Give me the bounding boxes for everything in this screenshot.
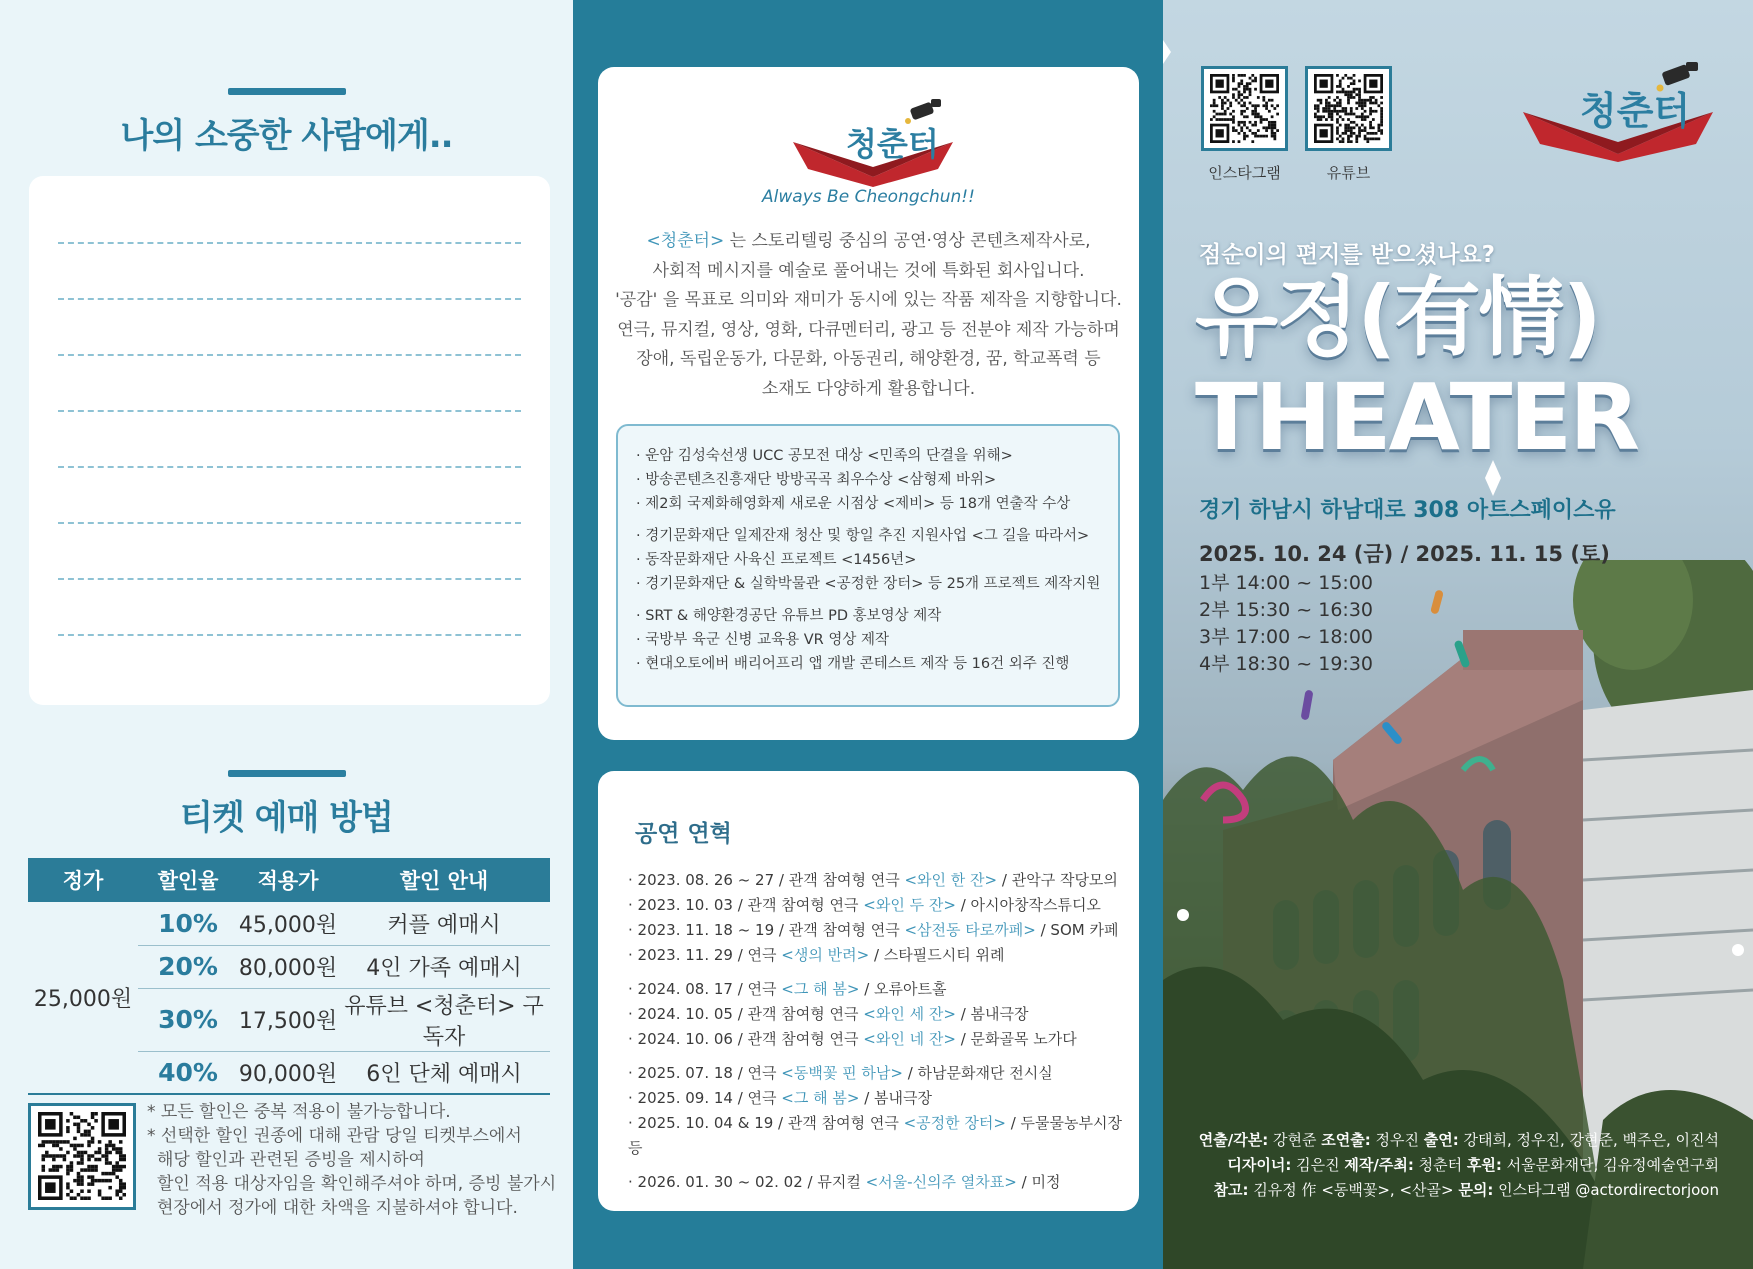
applied-price: 17,500원: [238, 988, 338, 1051]
note-line: * 선택한 할인 권종에 대해 관람 당일 티켓부스에서: [147, 1126, 522, 1146]
history-list: [628, 868, 1128, 1195]
table-header: 적용가: [238, 858, 338, 902]
discount-guide: 유튜브 <청춘터> 구독자: [338, 988, 550, 1051]
company-name: <청춘터>: [646, 231, 725, 251]
history-item: · 2023. 11. 18 ~ 19 / 관객 참여형 연극 <삼전동 타로까페> / SOM 카페: [628, 921, 1119, 939]
history-card: [598, 771, 1139, 1211]
list-price: 25,000원: [28, 902, 138, 1094]
qr-code-icon: [37, 1112, 127, 1200]
intro-line: 연극, 뮤지컬, 영상, 영화, 다큐멘터리, 광고 등 전분야 제작 가능하며: [617, 319, 1120, 340]
awards-box: [616, 424, 1120, 707]
award-item: · 경기문화재단 일제잔재 청산 및 항일 추진 지원사업 <그 길을 따라서>: [636, 528, 1090, 544]
credit-line: 연출/각본: 강현준 조연출: 정우진 출연: 강태희, 정우진, 강현준, 백주은, 이진석: [1198, 1131, 1719, 1149]
history-group: [628, 977, 1128, 1052]
left-panel: [0, 0, 573, 1269]
award-group: [636, 444, 1118, 516]
discount-rate: 30%: [138, 988, 238, 1051]
session-times: [1199, 570, 1373, 678]
subtitle-question: 점순이의 편지를 받으셨나요?: [1199, 242, 1495, 268]
intro-line: [598, 227, 1139, 257]
table-row: [28, 902, 550, 945]
qr-code-icon: [1313, 74, 1384, 143]
letter-line: [58, 242, 521, 244]
credit-line: 참고: 김유정 作 <동백꽃>, <산골> 문의: 인스타그램 @actordirectorjoon: [1213, 1181, 1719, 1199]
discount-guide: 6인 단체 예매시: [338, 1051, 550, 1094]
credits: [1173, 1128, 1719, 1203]
title-bar-decoration: [228, 88, 346, 95]
history-item: · 2023. 11. 29 / 연극 <생의 반려> / 스타필드시티 위례: [628, 946, 1005, 964]
logo-text: 청춘터: [846, 125, 939, 163]
history-item: · 2024. 10. 06 / 관객 참여형 연극 <와인 네 잔> / 문화골목 노가다: [628, 1030, 1077, 1048]
history-item: · 2026. 01. 30 ~ 02. 02 / 뮤지컬 <서울-신의주 열차표> / 미정: [628, 1173, 1061, 1191]
note-line: 할인 적용 대상자임을 확인해주셔야 하며, 증빙 불가시: [157, 1174, 557, 1194]
applied-price: 90,000원: [238, 1051, 338, 1094]
letter-title: 나의 소중한 사람에게..: [120, 116, 453, 156]
qr-code-icon: [1209, 74, 1280, 143]
history-group: [628, 1170, 1128, 1195]
applied-price: 80,000원: [238, 945, 338, 988]
history-item: · 2025. 09. 14 / 연극 <그 해 봄> / 봄내극장: [628, 1089, 933, 1107]
discount-guide: 커플 예매시: [338, 902, 550, 945]
performance-dates: 2025. 10. 24 (금) / 2025. 11. 15 (토): [1199, 542, 1610, 566]
qr-label-instagram: 인스타그램: [1208, 164, 1281, 182]
company-intro: [598, 227, 1139, 404]
history-item: · 2023. 08. 26 ~ 27 / 관객 참여형 연극 <와인 한 잔> / 관악구 작당모의: [628, 871, 1118, 889]
intro-line: 소재도 다양하게 활용합니다.: [761, 378, 976, 399]
middle-panel: [573, 0, 1163, 1269]
instagram-qr-code[interactable]: [1201, 66, 1288, 151]
history-item: · 2023. 10. 03 / 관객 참여형 연극 <와인 두 잔> / 아시아창작스튜디오: [628, 896, 1101, 914]
letter-line: [58, 466, 521, 468]
table-header: 정가: [28, 858, 138, 902]
letter-line: [58, 410, 521, 412]
history-item: · 2025. 10. 04 & 19 / 관객 참여형 연극 <공정한 장터> / 두물물농부시장 등: [628, 1114, 1122, 1157]
letter-line: [58, 354, 521, 356]
award-item: · 운암 김성숙선생 UCC 공모전 대상 <민족의 단결을 위해>: [636, 448, 1013, 464]
ticket-qr-code[interactable]: [28, 1103, 136, 1210]
logo-text: 청춘터: [1580, 89, 1691, 133]
history-group: [628, 868, 1128, 968]
intro-line: 사회적 메시지를 예술로 풀어내는 것에 특화된 회사입니다.: [652, 260, 1085, 281]
table-header: 할인율: [138, 858, 238, 902]
qr-label-youtube: 유튜브: [1326, 164, 1371, 182]
applied-price: 45,000원: [238, 902, 338, 945]
table-header: 할인 안내: [338, 858, 550, 902]
intro-line: '공감' 을 목표로 의미와 재미가 동시에 있는 작품 제작을 지향합니다.: [615, 290, 1122, 310]
history-group: [628, 1061, 1128, 1161]
award-item: · 동작문화재단 사육신 프로젝트 <1456년>: [636, 552, 917, 568]
note-line: 현장에서 정가에 대한 차액을 지불하셔야 합니다.: [157, 1198, 518, 1218]
history-item: · 2025. 07. 18 / 연극 <동백꽃 핀 하남> / 하남문화재단 전시실: [628, 1064, 1053, 1082]
award-item: · 방송콘텐츠진흥재단 방방곡곡 최우수상 <삼형제 바위>: [636, 472, 997, 488]
title-bar-decoration: [228, 770, 346, 777]
discount-guide: 4인 가족 예매시: [338, 945, 550, 988]
right-panel: [1163, 0, 1753, 1269]
play-title-english: THEATER: [1195, 364, 1638, 471]
ticket-title: 티켓 예매 방법: [180, 798, 393, 838]
letter-line: [58, 634, 521, 636]
slogan: Always Be Cheongchun!!: [762, 187, 975, 207]
history-item: · 2024. 10. 05 / 관객 참여형 연극 <와인 세 잔> / 봄내극장: [628, 1005, 1029, 1023]
discount-rate: 10%: [138, 902, 238, 945]
ticket-notes: [147, 1100, 557, 1220]
award-group: [636, 524, 1118, 596]
award-item: · 국방부 육군 신병 교육용 VR 영상 제작: [636, 632, 889, 648]
letter-card[interactable]: [29, 176, 550, 705]
discount-rate: 20%: [138, 945, 238, 988]
award-item: · SRT & 해양환경공단 유튜브 PD 홍보영상 제작: [636, 608, 942, 624]
table-header-row: [28, 858, 550, 902]
award-item: · 제2회 국제화해영화제 새로운 시점상 <제비> 등 18개 연출작 수상: [636, 496, 1071, 512]
award-item: · 현대오토에버 배리어프리 앱 개발 콘테스트 제작 등 16건 외주 진행: [636, 656, 1070, 672]
youtube-qr-code[interactable]: [1305, 66, 1392, 151]
discount-rate: 40%: [138, 1051, 238, 1094]
session-time: 1부 14:00 ~ 15:00: [1199, 572, 1373, 594]
session-time: 2부 15:30 ~ 16:30: [1199, 599, 1373, 621]
note-line: * 모든 할인은 중복 적용이 불가능합니다.: [147, 1102, 451, 1122]
letter-line: [58, 578, 521, 580]
session-time: 3부 17:00 ~ 18:00: [1199, 626, 1373, 648]
award-item: · 경기문화재단 & 실학박물관 <공정한 장터> 등 25개 프로젝트 제작지원: [636, 576, 1101, 592]
company-card: [598, 67, 1139, 740]
award-group: [636, 604, 1118, 676]
session-time: 4부 18:30 ~ 19:30: [1199, 653, 1373, 675]
note-line: 해당 할인과 관련된 증빙을 제시하여: [157, 1150, 425, 1170]
letter-line: [58, 298, 521, 300]
play-title-korean: 유정(有情): [1195, 268, 1600, 368]
intro-line: 장애, 독립운동가, 다문화, 아동권리, 해양환경, 꿈, 학교폭력 등: [636, 349, 1101, 369]
cheongchunter-logo: [788, 97, 958, 187]
ticket-price-table: [28, 858, 550, 1095]
credit-line: 디자이너: 김은진 제작/주최: 청춘터 후원: 서울문화재단, 김유정예술연구회: [1227, 1156, 1719, 1174]
cheongchunter-logo: [1518, 62, 1718, 162]
history-item: · 2024. 08. 17 / 연극 <그 해 봄> / 오류아트홀: [628, 980, 947, 998]
history-title: 공연 연혁: [635, 821, 732, 847]
venue-address: 경기 하남시 하남대로 308 아트스페이스유: [1199, 498, 1616, 523]
intro-text: 는 스토리텔링 중심의 공연·영상 콘텐츠제작사로,: [724, 231, 1091, 251]
letter-line: [58, 522, 521, 524]
